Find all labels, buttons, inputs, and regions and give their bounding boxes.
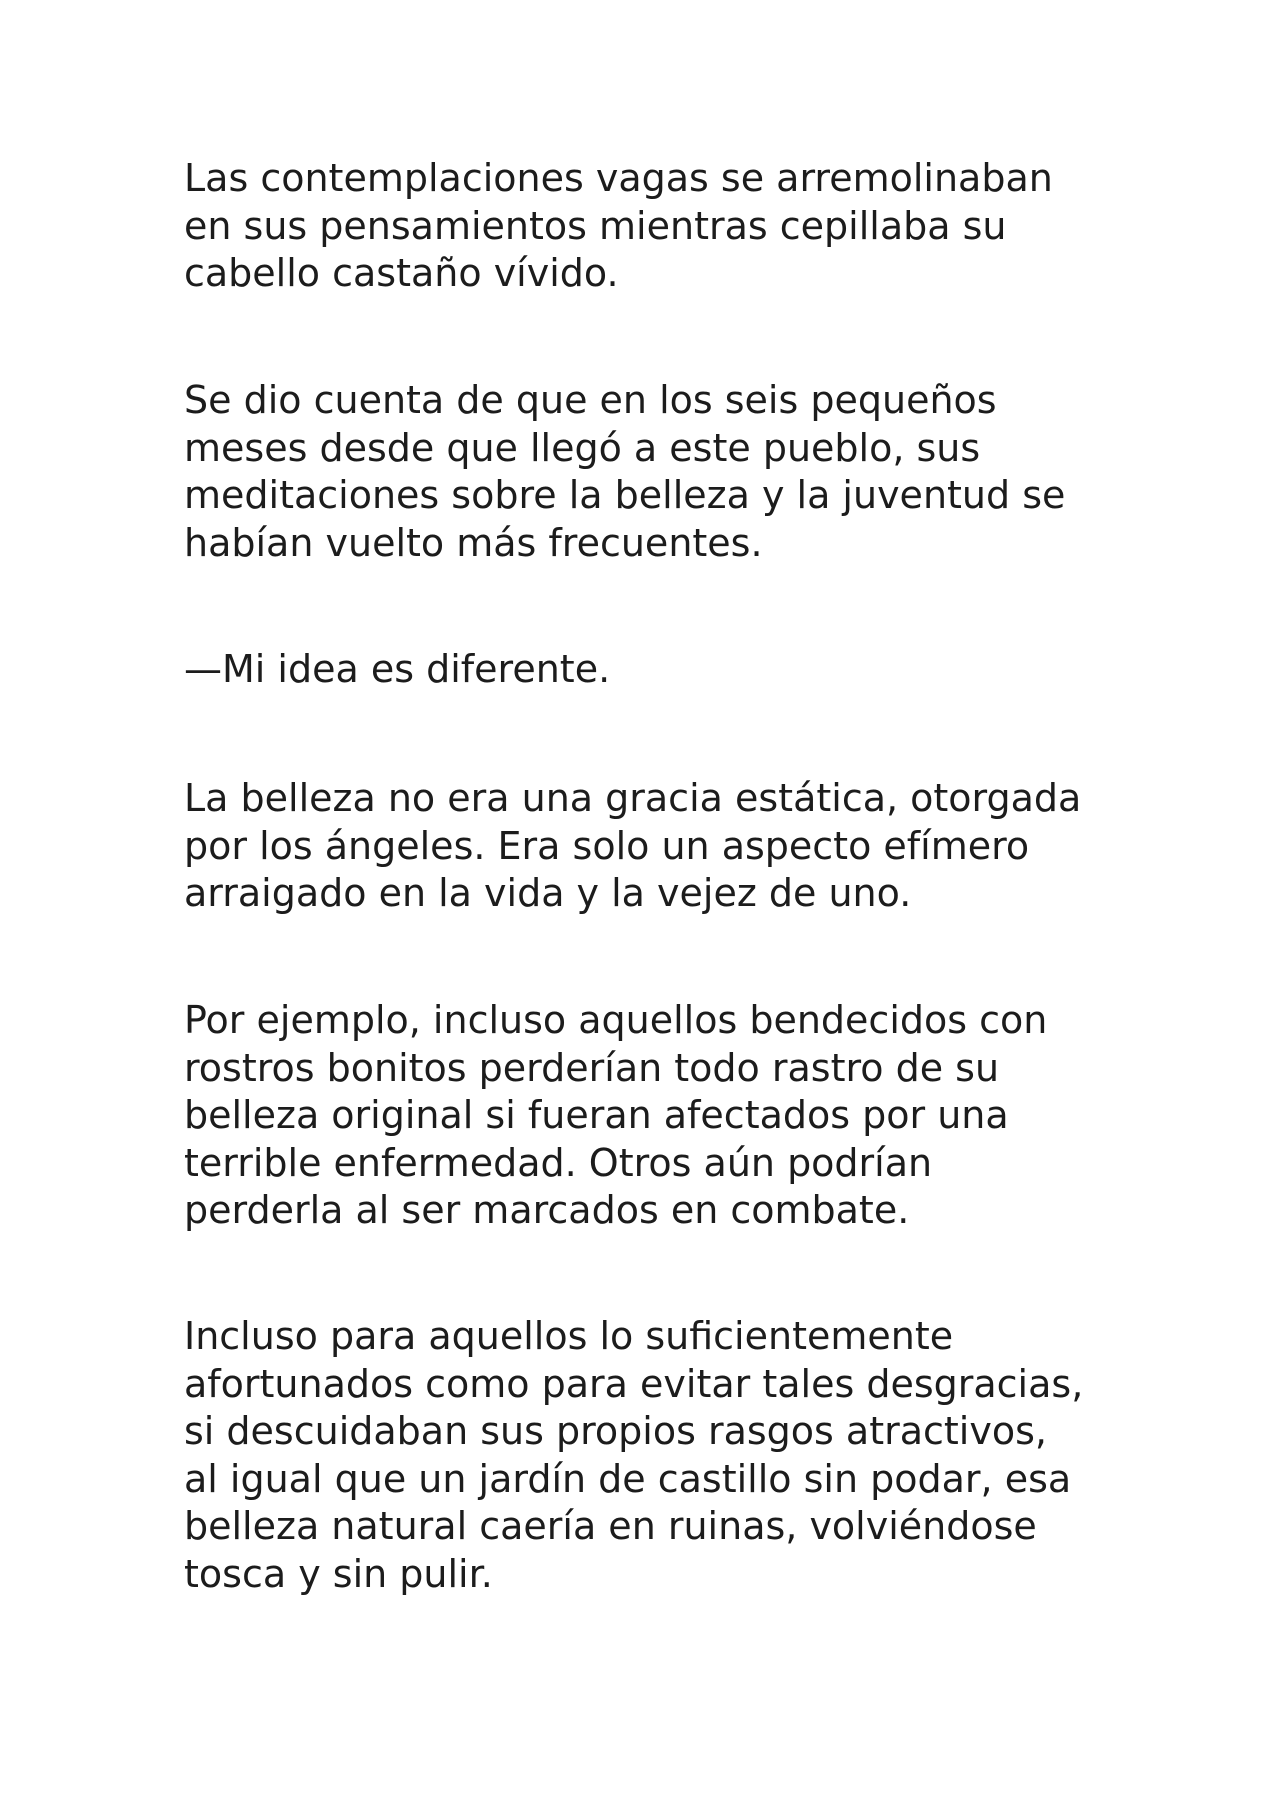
paragraph-5	[184, 997, 1124, 1235]
text-line: al igual que un jardín de castillo sin podar, esa	[184, 1456, 1072, 1501]
text-line: rostros bonitos perderían todo rastro de su	[184, 1045, 1000, 1090]
paragraph-3-dialogue	[184, 646, 1124, 694]
text-line: Incluso para aquellos lo suficientemente	[184, 1314, 954, 1358]
text-line: Por ejemplo, incluso aquellos bendecidos con	[184, 998, 1048, 1042]
paragraph-2	[184, 377, 1124, 567]
paragraph-4	[184, 775, 1124, 918]
text-line: Se dio cuenta de que en los seis pequeños	[184, 378, 997, 422]
text-line: Las contemplaciones vagas se arremolinaban	[184, 156, 1053, 200]
text-line: meditaciones sobre la belleza y la juventud se	[184, 473, 1066, 517]
text-line: afortunados como para evitar tales desgracias,	[184, 1361, 1084, 1406]
text-line: terrible enfermedad. Otros aún podrían	[184, 1140, 933, 1185]
text-line: tosca y sin pulir.	[184, 1551, 493, 1596]
paragraph-6	[184, 1313, 1124, 1598]
text-line: en sus pensamientos mientras cepillaba su	[184, 203, 1007, 248]
text-line: meses desde que llegó a este pueblo, sus	[184, 425, 981, 470]
text-line: belleza natural caería en ruinas, volviéndose	[184, 1504, 1037, 1548]
text-line: si descuidaban sus propios rasgos atractivos,	[184, 1409, 1047, 1453]
text-line: La belleza no era una gracia estática, otorgada	[184, 776, 1082, 820]
text-line: cabello castaño vívido.	[184, 251, 619, 295]
text-line: habían vuelto más frecuentes.	[184, 520, 763, 565]
text-line: arraigado en la vida y la vejez de uno.	[184, 871, 912, 915]
text-line: por los ángeles. Era solo un aspecto efímero	[184, 823, 1030, 868]
text-line: perderla al ser marcados en combate.	[184, 1188, 910, 1232]
text-line: —Mi idea es diferente.	[184, 647, 611, 691]
paragraph-1	[184, 155, 1124, 298]
text-line: belleza original si fueran afectados por una	[184, 1093, 1009, 1137]
